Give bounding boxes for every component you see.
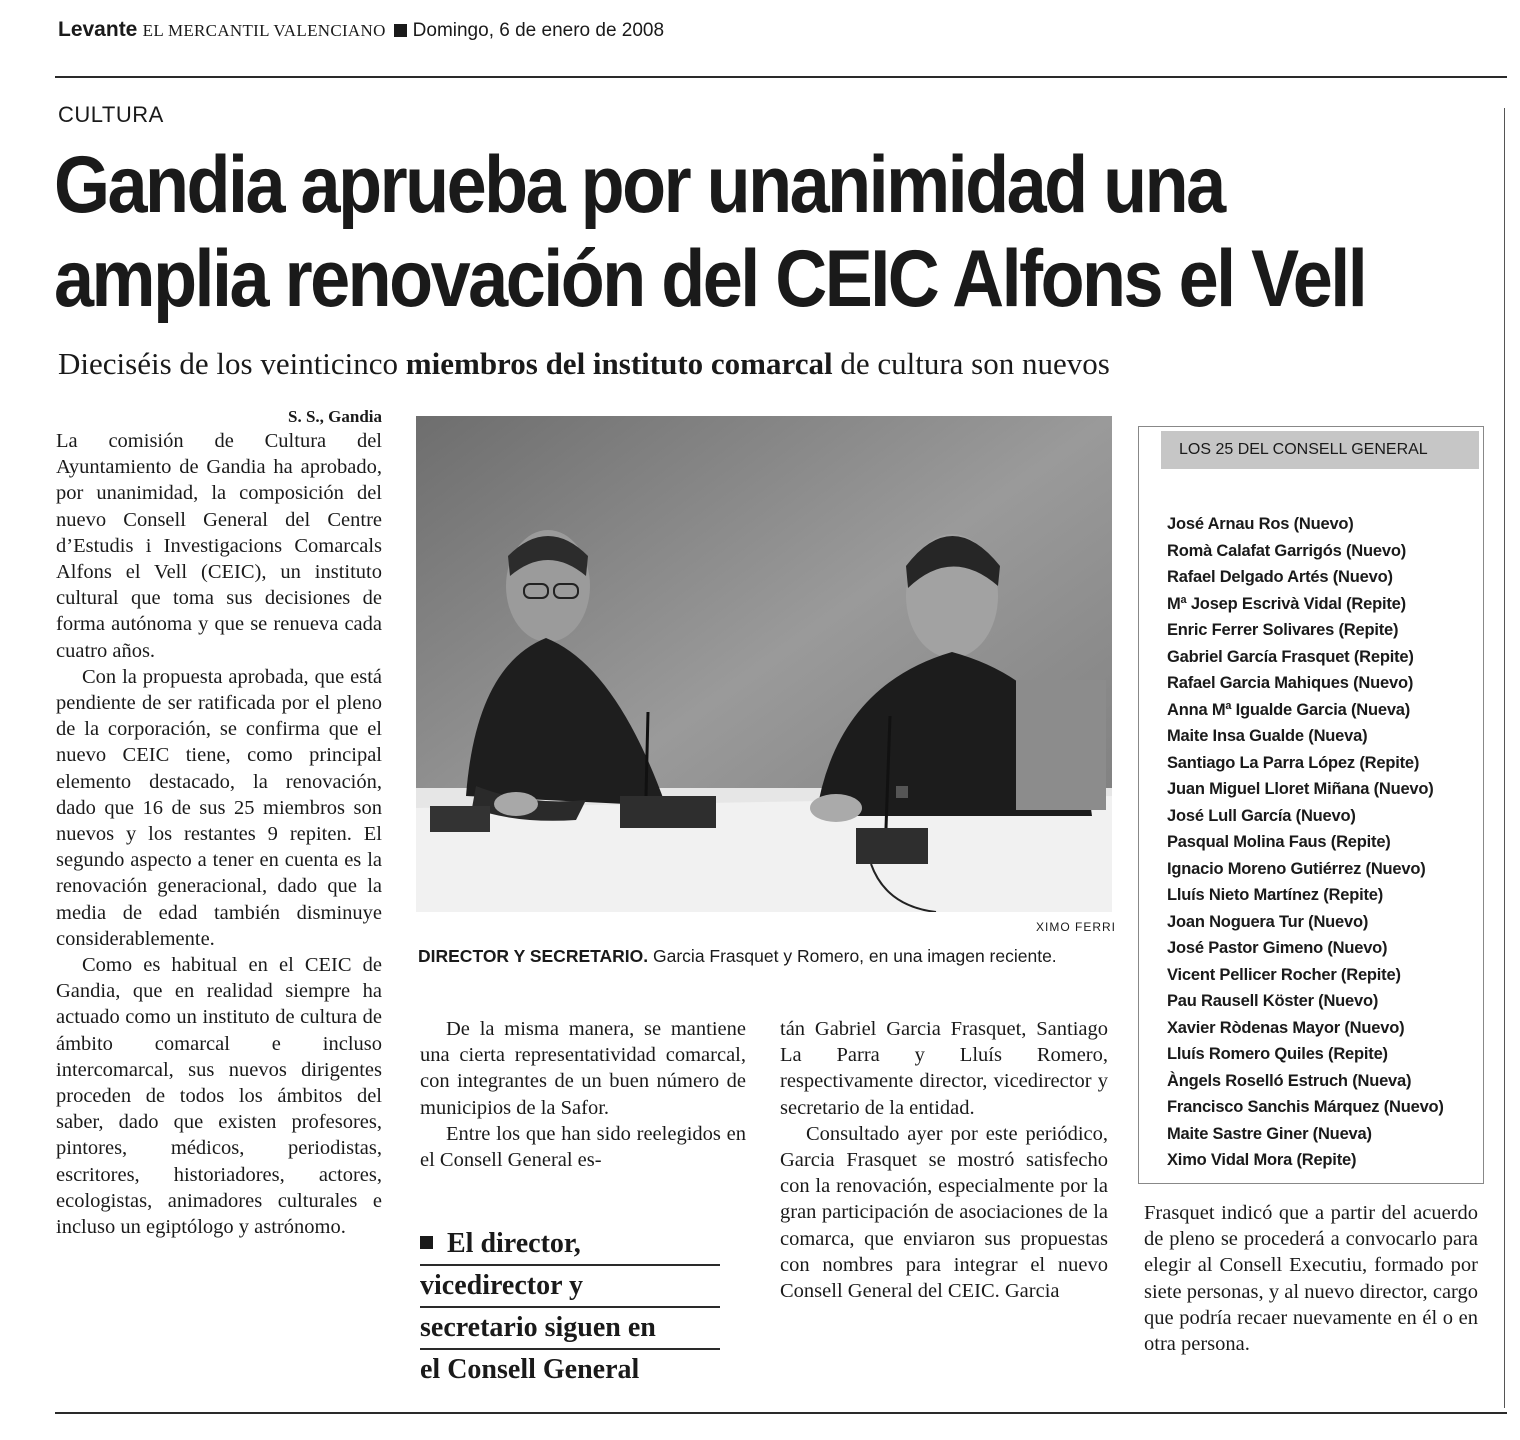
square-bullet-icon xyxy=(394,24,407,37)
paragraph: Consultado ayer por este periódico, Garcia Frasquet se mostró satisfecho con la renovación, especialmente por la gran participación de asociaciones de la comarca, que enviaron sus propuestas con nombres para integrar el nuevo Consell General del CEIC. Garcia xyxy=(780,1122,1108,1303)
subhead-part-1: Dieciséis de los veinticinco xyxy=(58,346,406,381)
list-item: Maite Sastre Giner (Nueva) xyxy=(1167,1124,1372,1143)
byline: S. S., Gandia xyxy=(287,407,382,426)
headline-line-1: Gandia aprueba por unanimidad una xyxy=(54,140,1224,230)
article-column-2 xyxy=(420,1016,746,1173)
top-rule xyxy=(55,76,1507,78)
list-item: Rafael Delgado Artés (Nuevo) xyxy=(1167,568,1393,586)
sidebar-title: LOS 25 DEL CONSELL GENERAL xyxy=(1161,431,1479,469)
square-bullet-icon xyxy=(420,1236,433,1249)
caption-text: Garcia Frasquet y Romero, en una imagen reciente. xyxy=(648,946,1057,966)
subhead-part-2: de cultura son nuevos xyxy=(832,346,1110,381)
masthead xyxy=(58,18,664,42)
section-label: CULTURA xyxy=(58,102,164,127)
list-item: Anna Mª Igualde Garcia (Nueva) xyxy=(1167,700,1411,719)
article-column-3 xyxy=(780,1016,1108,1304)
list-item: José Arnau Ros (Nuevo) xyxy=(1167,515,1354,533)
masthead-date: Domingo, 6 de enero de 2008 xyxy=(412,20,665,41)
pull-quote-line: secretario siguen en xyxy=(420,1308,720,1350)
list-item: Xavier Ròdenas Mayor (Nuevo) xyxy=(1167,1018,1405,1037)
paragraph: De la misma manera, se mantiene una cierta representatividad comarcal, con integrantes de un buen número de municipios de la Safor. xyxy=(420,1018,746,1119)
caption-lead: DIRECTOR Y SECRETARIO. xyxy=(418,946,649,966)
paragraph: Frasquet indicó que a partir del acuerdo de pleno se procederá a convocarlo para elegir al Consell Executiu, formado por siete personas, y al nuevo director, cargo que podría recaer nuevamente en él o en otra persona. xyxy=(1144,1202,1478,1356)
list-item: Maite Insa Gualde (Nueva) xyxy=(1167,727,1368,745)
subheadline xyxy=(58,346,1110,382)
photo-credit: XIMO FERRI xyxy=(1036,920,1117,934)
paragraph: tán Gabriel Garcia Frasquet, Santiago La Parra y Lluís Romero, respectivamente director, vicedirector y secretario de la entidad. xyxy=(780,1018,1108,1119)
news-photo xyxy=(416,416,1112,912)
members-list xyxy=(1167,511,1444,1174)
photo-caption xyxy=(418,946,1057,967)
pull-quote-line: el Consell General xyxy=(420,1354,640,1385)
article-column-1 xyxy=(56,406,382,1240)
pull-quote-line xyxy=(420,1224,720,1266)
list-item: Pasqual Molina Faus (Repite) xyxy=(1167,833,1391,851)
list-item: Rafael Garcia Mahiques (Nuevo) xyxy=(1167,674,1414,692)
paragraph: Como es habitual en el CEIC de Gandia, que en realidad siempre ha actuado como un instituto de cultura de ámbito comarcal e incluso intercomarcal, sus nuevos dirigentes proceden de todos los ámbitos del saber, dado que existen profesores, pintores, médicos, periodistas, escritores, historiadores, actores, ecologistas, animadores culturales e incluso un egiptólogo y astrónomo. xyxy=(56,954,382,1239)
list-item: Ximo Vidal Mora (Repite) xyxy=(1167,1151,1357,1169)
list-item: Lluís Romero Quiles (Repite) xyxy=(1167,1045,1388,1063)
list-item: Juan Miguel Lloret Miñana (Nuevo) xyxy=(1167,780,1434,798)
photo-illustration xyxy=(416,416,1112,912)
list-item: José Pastor Gimeno (Nuevo) xyxy=(1167,939,1388,957)
list-item: Ignacio Moreno Gutiérrez (Nuevo) xyxy=(1167,859,1426,878)
masthead-paper: EL MERCANTIL VALENCIANO xyxy=(142,21,386,40)
right-rule xyxy=(1504,108,1505,1408)
list-item: Gabriel García Frasquet (Repite) xyxy=(1167,647,1414,666)
list-item: Romà Calafat Garrigós (Nuevo) xyxy=(1167,541,1407,560)
masthead-brand: Levante xyxy=(58,18,138,41)
headline-line-2: amplia renovación del CEIC Alfons el Vell xyxy=(54,234,1366,324)
paragraph: La comisión de Cultura del Ayuntamiento de Gandia ha aprobado, por unanimidad, la composición del nuevo Consell General del Centre d’Estudis i Investigacions Comarcals Alfons el Vell (CEIC), un instituto cultural que toma sus decisiones de forma autónoma y que se renueva cada cuatro años. xyxy=(56,430,382,662)
subhead-bold: miembros del instituto comarcal xyxy=(405,346,833,381)
list-item: Santiago La Parra López (Repite) xyxy=(1167,753,1420,772)
list-item: Joan Noguera Tur (Nuevo) xyxy=(1167,912,1369,931)
pull-quote-text: El director, xyxy=(447,1228,581,1259)
list-item: Lluís Nieto Martínez (Repite) xyxy=(1167,886,1384,904)
members-sidebar xyxy=(1138,426,1484,1184)
article-column-4 xyxy=(1144,1200,1478,1357)
list-item: Enric Ferrer Solivares (Repite) xyxy=(1167,621,1399,639)
pull-quote xyxy=(420,1224,720,1390)
paragraph: Entre los que han sido reelegidos en el Consell General es- xyxy=(420,1122,746,1172)
list-item: Mª Josep Escrivà Vidal (Repite) xyxy=(1167,594,1406,613)
list-item: Francisco Sanchis Márquez (Nuevo) xyxy=(1167,1098,1444,1116)
pull-quote-line: vicedirector y xyxy=(420,1266,720,1308)
headline xyxy=(54,138,1365,326)
paragraph: Con la propuesta aprobada, que está pendiente de ser ratificada por el pleno de la corporación, se confirma que el nuevo CEIC tiene, como principal elemento destacado, la renovación, dado que 16 de sus 25 miembros son nuevos y los restantes 9 repiten. El segundo aspecto a tener en cuenta es la renovación generacional, dado que la media de edad también disminuye considerablemente. xyxy=(56,665,382,950)
bottom-rule xyxy=(55,1412,1507,1414)
list-item: Pau Rausell Köster (Nuevo) xyxy=(1167,992,1379,1010)
list-item: Àngels Roselló Estruch (Nueva) xyxy=(1167,1071,1412,1090)
list-item: José Lull García (Nuevo) xyxy=(1167,806,1356,825)
list-item: Vicent Pellicer Rocher (Repite) xyxy=(1167,965,1401,984)
